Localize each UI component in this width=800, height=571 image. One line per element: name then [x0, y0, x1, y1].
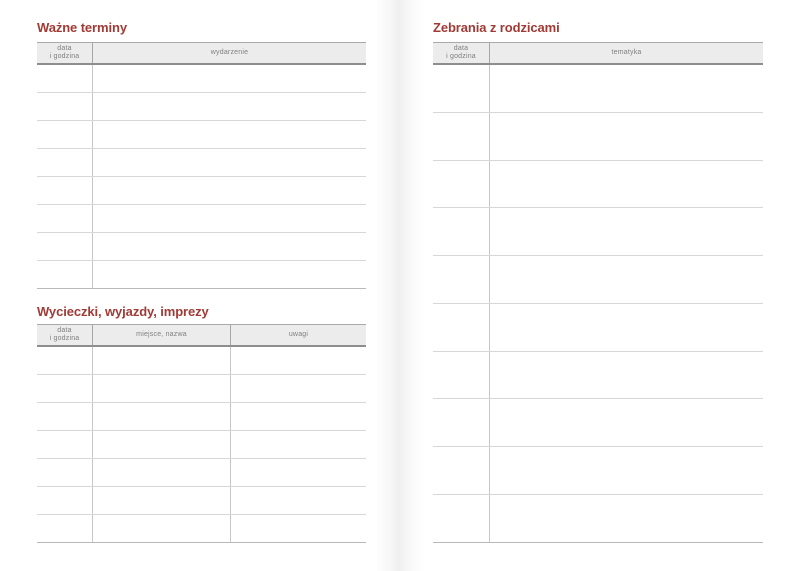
table-row [433, 304, 763, 352]
notes-cell [230, 431, 366, 458]
date-time-cell [37, 515, 92, 542]
event-cell [92, 65, 366, 92]
column-header-notes: uwagi [230, 325, 366, 345]
parent-meetings-table [433, 42, 763, 543]
table-header [433, 43, 763, 65]
date-time-cell [433, 65, 489, 112]
date-time-cell [37, 431, 92, 458]
table-header [37, 325, 366, 347]
notes-cell [230, 515, 366, 542]
date-time-cell [433, 399, 489, 446]
important-dates-table [37, 42, 366, 289]
table-row [37, 233, 366, 261]
table-row [37, 431, 366, 459]
table-header [37, 43, 366, 65]
date-time-cell [37, 93, 92, 120]
date-time-cell [37, 459, 92, 486]
column-header-date-time: data i godzina [49, 44, 80, 60]
table-row [37, 347, 366, 375]
event-cell [92, 93, 366, 120]
table-row [37, 177, 366, 205]
table-row [37, 205, 366, 233]
date-time-cell [37, 261, 92, 288]
date-time-cell [37, 347, 92, 374]
date-time-cell [37, 121, 92, 148]
notes-cell [230, 403, 366, 430]
date-time-cell [433, 447, 489, 494]
date-time-cell [37, 375, 92, 402]
table-row [433, 65, 763, 113]
date-time-cell [37, 403, 92, 430]
table-row [433, 256, 763, 304]
place-name-cell [92, 487, 230, 514]
date-time-cell [433, 256, 489, 303]
table-row [433, 208, 763, 256]
table-row [433, 113, 763, 161]
column-header-date-time: data i godzina [446, 44, 476, 60]
trips-table [37, 324, 366, 543]
place-name-cell [92, 515, 230, 542]
topic-cell [489, 208, 763, 255]
date-time-cell [433, 208, 489, 255]
date-time-cell [37, 177, 92, 204]
event-cell [92, 177, 366, 204]
place-name-cell [92, 431, 230, 458]
topic-cell [489, 304, 763, 351]
date-time-cell [37, 205, 92, 232]
table-row [37, 149, 366, 177]
table-row [433, 495, 763, 543]
notes-cell [230, 459, 366, 486]
table-body [433, 65, 763, 543]
topic-cell [489, 65, 763, 112]
table-row [433, 161, 763, 209]
topic-cell [489, 495, 763, 542]
section-title-trips: Wycieczki, wyjazdy, imprezy [37, 304, 209, 319]
event-cell [92, 205, 366, 232]
table-body [37, 347, 366, 543]
topic-cell [489, 447, 763, 494]
table-row [37, 261, 366, 289]
place-name-cell [92, 403, 230, 430]
event-cell [92, 149, 366, 176]
table-row [37, 93, 366, 121]
column-header-date-time: data i godzina [49, 326, 80, 342]
date-time-cell [37, 233, 92, 260]
notes-cell [230, 375, 366, 402]
table-row [37, 65, 366, 93]
section-title-important-dates: Ważne terminy [37, 20, 127, 35]
table-row [433, 352, 763, 400]
place-name-cell [92, 375, 230, 402]
notes-cell [230, 487, 366, 514]
event-cell [92, 121, 366, 148]
event-cell [92, 233, 366, 260]
topic-cell [489, 113, 763, 160]
table-row [433, 399, 763, 447]
table-row [433, 447, 763, 495]
notes-cell [230, 347, 366, 374]
column-header-topic: tematyka [489, 43, 763, 63]
table-row [37, 459, 366, 487]
date-time-cell [433, 495, 489, 542]
page-gutter-shadow [374, 0, 426, 571]
place-name-cell [92, 347, 230, 374]
date-time-cell [433, 113, 489, 160]
topic-cell [489, 161, 763, 208]
date-time-cell [37, 149, 92, 176]
table-row [37, 375, 366, 403]
topic-cell [489, 352, 763, 399]
section-title-parent-meetings: Zebrania z rodzicami [433, 20, 560, 35]
table-row [37, 403, 366, 431]
column-header-event: wydarzenie [92, 43, 366, 63]
event-cell [92, 261, 366, 288]
table-row [37, 121, 366, 149]
date-time-cell [433, 304, 489, 351]
topic-cell [489, 256, 763, 303]
date-time-cell [433, 352, 489, 399]
date-time-cell [37, 487, 92, 514]
place-name-cell [92, 459, 230, 486]
table-row [37, 487, 366, 515]
date-time-cell [37, 65, 92, 92]
column-header-place-name: miejsce, nazwa [92, 325, 230, 345]
table-body [37, 65, 366, 289]
topic-cell [489, 399, 763, 446]
date-time-cell [433, 161, 489, 208]
table-row [37, 515, 366, 543]
